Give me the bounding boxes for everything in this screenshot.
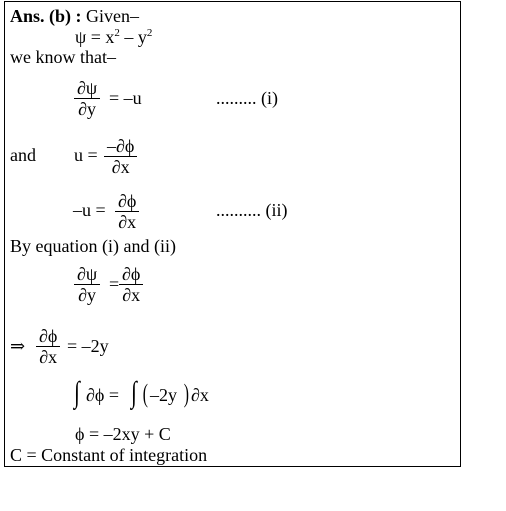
- integral-sign-left: ∫: [74, 376, 80, 409]
- eq4-fraction: $\frac{\partial\phi}{\partial x}$: [36, 326, 60, 367]
- we-know-text: we know that–: [10, 47, 116, 67]
- integral-sign-right: ∫: [131, 376, 137, 409]
- eq5-tail: ∂x: [191, 385, 209, 405]
- answer-heading: [10, 6, 139, 26]
- eq3-equals: =: [109, 274, 120, 294]
- open-paren: (: [142, 379, 148, 408]
- eq3-left-fraction: $\frac{\partial\psi}{\partial y}$: [74, 264, 100, 305]
- eq1-fraction: $\frac{\partial\psi}{\partial y}$: [74, 78, 100, 119]
- answer-label: Ans. (b) :: [10, 6, 82, 26]
- eq1-rhs: = –u: [109, 88, 142, 108]
- eq1-ref: ......... (i): [216, 88, 278, 108]
- u-lhs: u =: [74, 145, 98, 165]
- potential-result: ϕ = –2xy + C: [75, 424, 171, 444]
- implies-arrow: ⇒: [10, 336, 26, 356]
- eq3-right-fraction: $\frac{\partial\phi}{\partial x}$: [119, 264, 143, 305]
- eq5-lhs: ∂ϕ =: [86, 385, 120, 405]
- given-label: Given–: [86, 6, 140, 26]
- u-fraction: $\frac{-\partial\phi}{\partial x}$: [104, 136, 137, 177]
- answer-box: [4, 1, 461, 467]
- and-word: and: [10, 145, 36, 165]
- close-paren: ): [183, 379, 189, 408]
- constant-note: C = Constant of integration: [10, 445, 208, 465]
- eq2-fraction: $\frac{\partial\phi}{\partial x}$: [115, 191, 139, 232]
- stream-function-equation: $\psi = x^2 - y^2$: [75, 27, 153, 47]
- by-equation-text: By equation (i) and (ii): [10, 236, 176, 256]
- eq2-lhs: –u =: [73, 200, 106, 220]
- eq5-inner: –2y: [150, 385, 177, 405]
- eq2-ref: .......... (ii): [216, 200, 288, 220]
- eq4-rhs: = –2y: [67, 336, 109, 356]
